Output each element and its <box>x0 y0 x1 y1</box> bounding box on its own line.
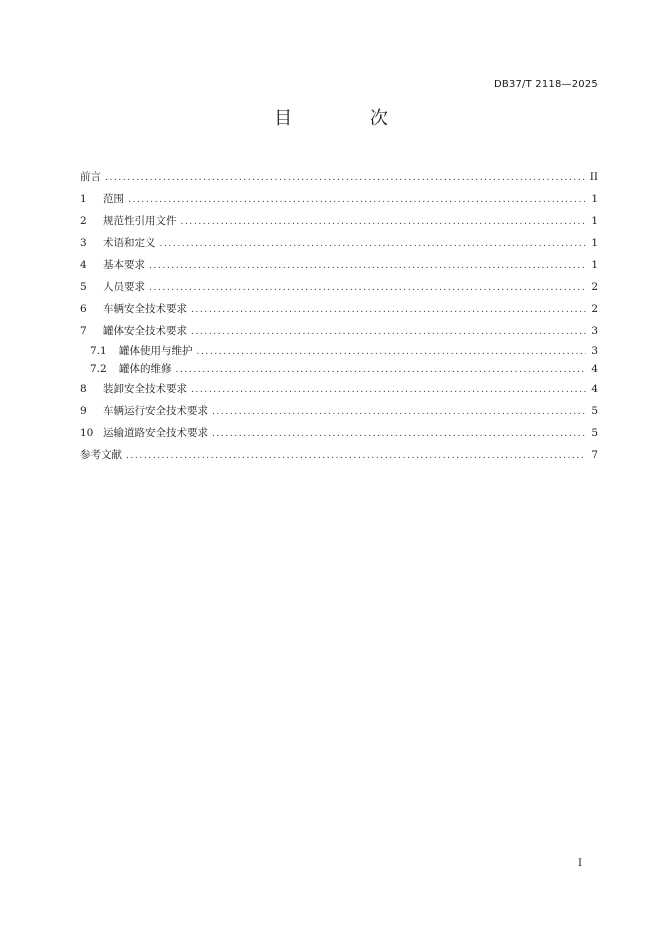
toc-entry-number: 10 <box>80 427 94 439</box>
toc-entry-number: 7.2 <box>90 363 107 375</box>
toc-entry-label: 基本要求 <box>103 259 145 271</box>
toc-entry-number: 6 <box>80 303 87 315</box>
toc-entry-10[interactable] <box>80 422 598 444</box>
toc-dot-leader <box>197 343 587 361</box>
toc-entry-page: 1 <box>591 237 598 249</box>
toc-entry-number: 3 <box>80 237 87 249</box>
toc-entry-1[interactable] <box>80 188 598 210</box>
toc-entry-page: 7 <box>591 449 598 461</box>
toc-entry-page: 2 <box>591 281 598 293</box>
toc-dot-leader <box>149 277 586 299</box>
toc-entry-7-2[interactable] <box>80 360 598 378</box>
toc-dot-leader <box>105 167 586 189</box>
toc-dot-leader <box>149 255 586 277</box>
toc-entry-page: 3 <box>591 345 598 357</box>
toc-entry-page: 1 <box>591 193 598 205</box>
toc-entry-label: 车辆运行安全技术要求 <box>103 405 208 417</box>
toc-dot-leader <box>191 379 586 401</box>
toc-entry-label: 前言 <box>80 171 101 183</box>
toc-entry-page: 5 <box>591 427 598 439</box>
toc-entry-7-1[interactable] <box>80 342 598 360</box>
toc-entry-label: 装卸安全技术要求 <box>103 383 187 395</box>
document-code: DB37/T 2118—2025 <box>493 79 598 90</box>
toc-entry-number: 9 <box>80 405 87 417</box>
toc-entry-9[interactable] <box>80 400 598 422</box>
toc-dot-leader <box>176 361 587 379</box>
toc-entry-label: 范围 <box>103 193 124 205</box>
toc-entry-page: 2 <box>591 303 598 315</box>
toc-entry-number: 2 <box>80 215 87 227</box>
toc-entry-number: 5 <box>80 281 87 293</box>
toc-entry-references[interactable] <box>80 444 598 466</box>
toc-entry-page: 4 <box>591 363 598 375</box>
toc-entry-label: 参考文献 <box>80 449 122 461</box>
toc-dot-leader <box>212 423 586 445</box>
toc-entry-label: 车辆安全技术要求 <box>103 303 187 315</box>
toc-entry-label: 运输道路安全技术要求 <box>103 427 208 439</box>
toc-entry-page: 5 <box>591 405 598 417</box>
toc-dot-leader <box>181 211 587 233</box>
toc-entry-page: 3 <box>591 325 598 337</box>
toc-entry-page: II <box>589 171 598 183</box>
toc-entry-label: 罐体安全技术要求 <box>103 325 187 337</box>
table-of-contents <box>80 166 598 466</box>
toc-entry-8[interactable] <box>80 378 598 400</box>
toc-entry-label: 术语和定义 <box>103 237 156 249</box>
toc-entry-4[interactable] <box>80 254 598 276</box>
toc-entry-5[interactable] <box>80 276 598 298</box>
toc-entry-number: 4 <box>80 259 87 271</box>
toc-entry-3[interactable] <box>80 232 598 254</box>
toc-entry-label: 罐体的维修 <box>119 363 172 375</box>
toc-entry-6[interactable] <box>80 298 598 320</box>
toc-entry-page: 1 <box>591 259 598 271</box>
toc-entry-number: 8 <box>80 383 87 395</box>
toc-entry-number: 7 <box>80 325 87 337</box>
toc-entry-2[interactable] <box>80 210 598 232</box>
page-title: 目 次 <box>274 108 424 129</box>
toc-dot-leader <box>212 401 586 423</box>
toc-entry-page: 1 <box>591 215 598 227</box>
toc-entry-page: 4 <box>591 383 598 395</box>
toc-dot-leader <box>191 321 586 343</box>
toc-dot-leader <box>126 445 586 467</box>
toc-entry-foreword[interactable] <box>80 166 598 188</box>
toc-entry-7[interactable] <box>80 320 598 342</box>
toc-entry-number: 7.1 <box>90 345 107 357</box>
toc-entry-number: 1 <box>80 193 87 205</box>
toc-dot-leader <box>128 189 586 211</box>
toc-entry-label: 人员要求 <box>103 281 145 293</box>
page-number: I <box>578 858 582 869</box>
toc-dot-leader <box>160 233 587 255</box>
toc-dot-leader <box>191 299 586 321</box>
toc-entry-label: 规范性引用文件 <box>103 215 177 227</box>
toc-entry-label: 罐体使用与维护 <box>119 345 193 357</box>
